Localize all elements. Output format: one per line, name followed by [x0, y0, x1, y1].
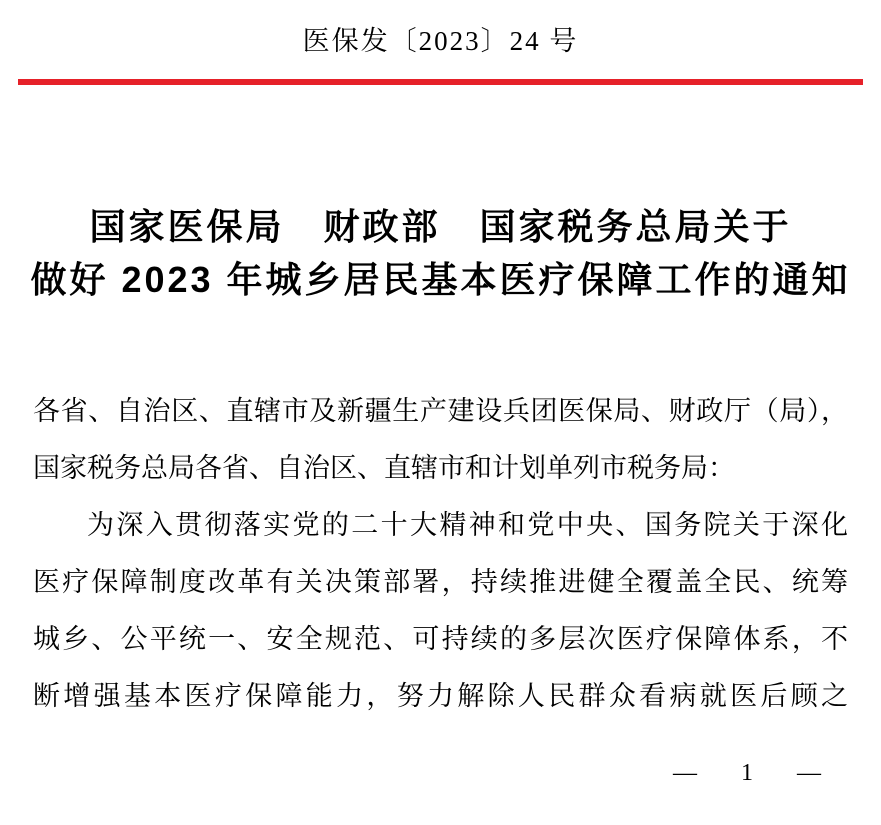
body-line: 医疗保障制度改革有关决策部署，持续推进健全覆盖全民、统筹 [33, 567, 848, 597]
doc-number: 医保发〔2023〕24 号 [302, 26, 579, 56]
body-line: 城乡、公平统一、安全规范、可持续的多层次医疗保障体系，不 [33, 624, 848, 654]
title-line-1: 国家医保局 财政部 国家税务总局关于 [89, 206, 792, 247]
title-line-2: 做好 2023 年城乡居民基本医疗保障工作的通知 [30, 259, 851, 300]
page-number: — 1 — [673, 760, 821, 786]
body-line: 各省、自治区、直辖市及新疆生产建设兵团医保局、财政厅（局）， [33, 396, 848, 426]
body-line: 为深入贯彻落实党的二十大精神和党中央、国务院关于深化 [87, 510, 848, 540]
body-paragraph [33, 497, 848, 725]
page-footer [0, 734, 821, 812]
document-body [33, 383, 848, 725]
document-title [20, 200, 861, 306]
recipients-paragraph [33, 383, 848, 497]
red-divider [18, 79, 863, 85]
body-line: 断增强基本医疗保障能力，努力解除人民群众看病就医后顾之 [33, 681, 848, 711]
body-line: 国家税务总局各省、自治区、直辖市和计划单列市税务局： [33, 453, 735, 483]
